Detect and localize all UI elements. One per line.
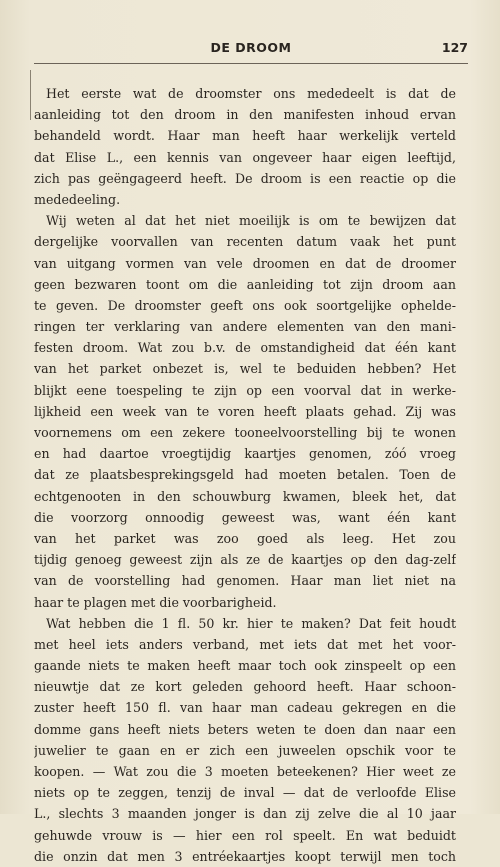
text-line: zuster heeft 150 fl. van haar man cadeau gekregen en die [34,700,456,716]
text-line: nieuwtje dat ze kort geleden gehoord heeft. Haar schoon- [34,679,456,695]
text-line: van het parket onbezet is, wel te beduiden hebben? Het [34,361,456,377]
text-line: lijkheid een week van te voren heeft plaats gehad. Zij was [34,403,456,419]
text-line: mededeeling. [34,191,121,207]
text-line: gaande niets te maken heeft maar toch ook zinspeelt op een [34,658,456,674]
text-line: domme gans heeft niets beters weten te doen dan naar een [34,721,456,737]
text-line: zich pas geëngageerd heeft. De droom is een reactie op die [34,170,456,186]
text-line: L., slechts 3 maanden jonger is dan zij zelve die al 10 jaar [34,806,456,822]
text-line: voornemens om een zekere tooneelvoorstelling bij te wonen [34,425,456,440]
text-line: behandeld wordt. Haar man heeft haar werkelijk verteld [34,128,456,144]
text-line: festen droom. Wat zou b.v. de omstandigheid dat één kant [34,340,456,356]
text-line: aanleiding tot den droom in den manifesten inhoud ervan [34,107,456,123]
margin-mark [30,70,31,120]
text-line: die voorzorg onnoodig geweest was, want één kant [34,509,456,525]
text-line: van uitgang vormen van vele droomen en dat de droomer [34,255,456,271]
text-line: en had daartoe vroegtijdig kaartjes genomen, zóó vroeg [34,446,456,462]
text-line: dat ze plaatsbesprekingsgeld had moeten betalen. Toen de [34,467,456,483]
text-line: blijkt eene toespeling te zijn op een voorval dat in werke- [34,382,456,398]
text-line: Het eerste wat de droomster ons mededeelt is dat de [46,86,456,101]
text-line: gehuwde vrouw is — hier een rol speelt. En wat beduidt [34,827,456,843]
text-line: ringen ter verklaring van andere elementen van den mani- [34,319,456,335]
page-header [34,38,468,58]
text-line: dergelijke voorvallen van recenten datum vaak het punt [34,234,456,250]
text-line: koopen. — Wat zou die 3 moeten beteekenen? Hier weet ze [34,764,456,779]
text-line: te geven. De droomster geeft ons ook soortgelijke ophelde- [34,297,456,313]
page-number: 127 [441,40,468,55]
text-line: dat Elise L., een kennis van ongeveer haar eigen leeftijd, [34,149,456,165]
text-line: geen bezwaren toont om die aanleiding tot zijn droom aan [34,276,456,292]
text-line: die onzin dat men 3 entréekaartjes koopt terwijl men toch [34,848,456,864]
text-line: Wat hebben die 1 fl. 50 kr. hier te maken? Dat feit houdt [46,615,456,631]
text-line: van de voorstelling had genomen. Haar man liet niet na [34,573,456,589]
text-line: Wij weten al dat het niet moeilijk is om te bewijzen dat [46,213,456,229]
running-head: DE DROOM [210,40,292,55]
text-line: niets op te zeggen, tenzij de inval — dat de verloofde Elise [34,785,456,801]
text-line: echtgenooten in den schouwburg kwamen, bleek het, dat [34,488,456,504]
text-line: van het parket was zoo goed als leeg. Het zou [34,530,456,546]
header-rule [34,63,468,64]
text-line: juwelier te gaan en er zich een juweelen opschik voor te [34,742,456,758]
text-line: tijdig genoeg geweest zijn als ze de kaartjes op den dag-zelf [34,552,456,568]
text-line: haar te plagen met die voorbarigheid. [34,594,277,610]
body-text [34,83,456,867]
text-line: met heel iets anders verband, met iets dat met het voor- [34,636,456,652]
